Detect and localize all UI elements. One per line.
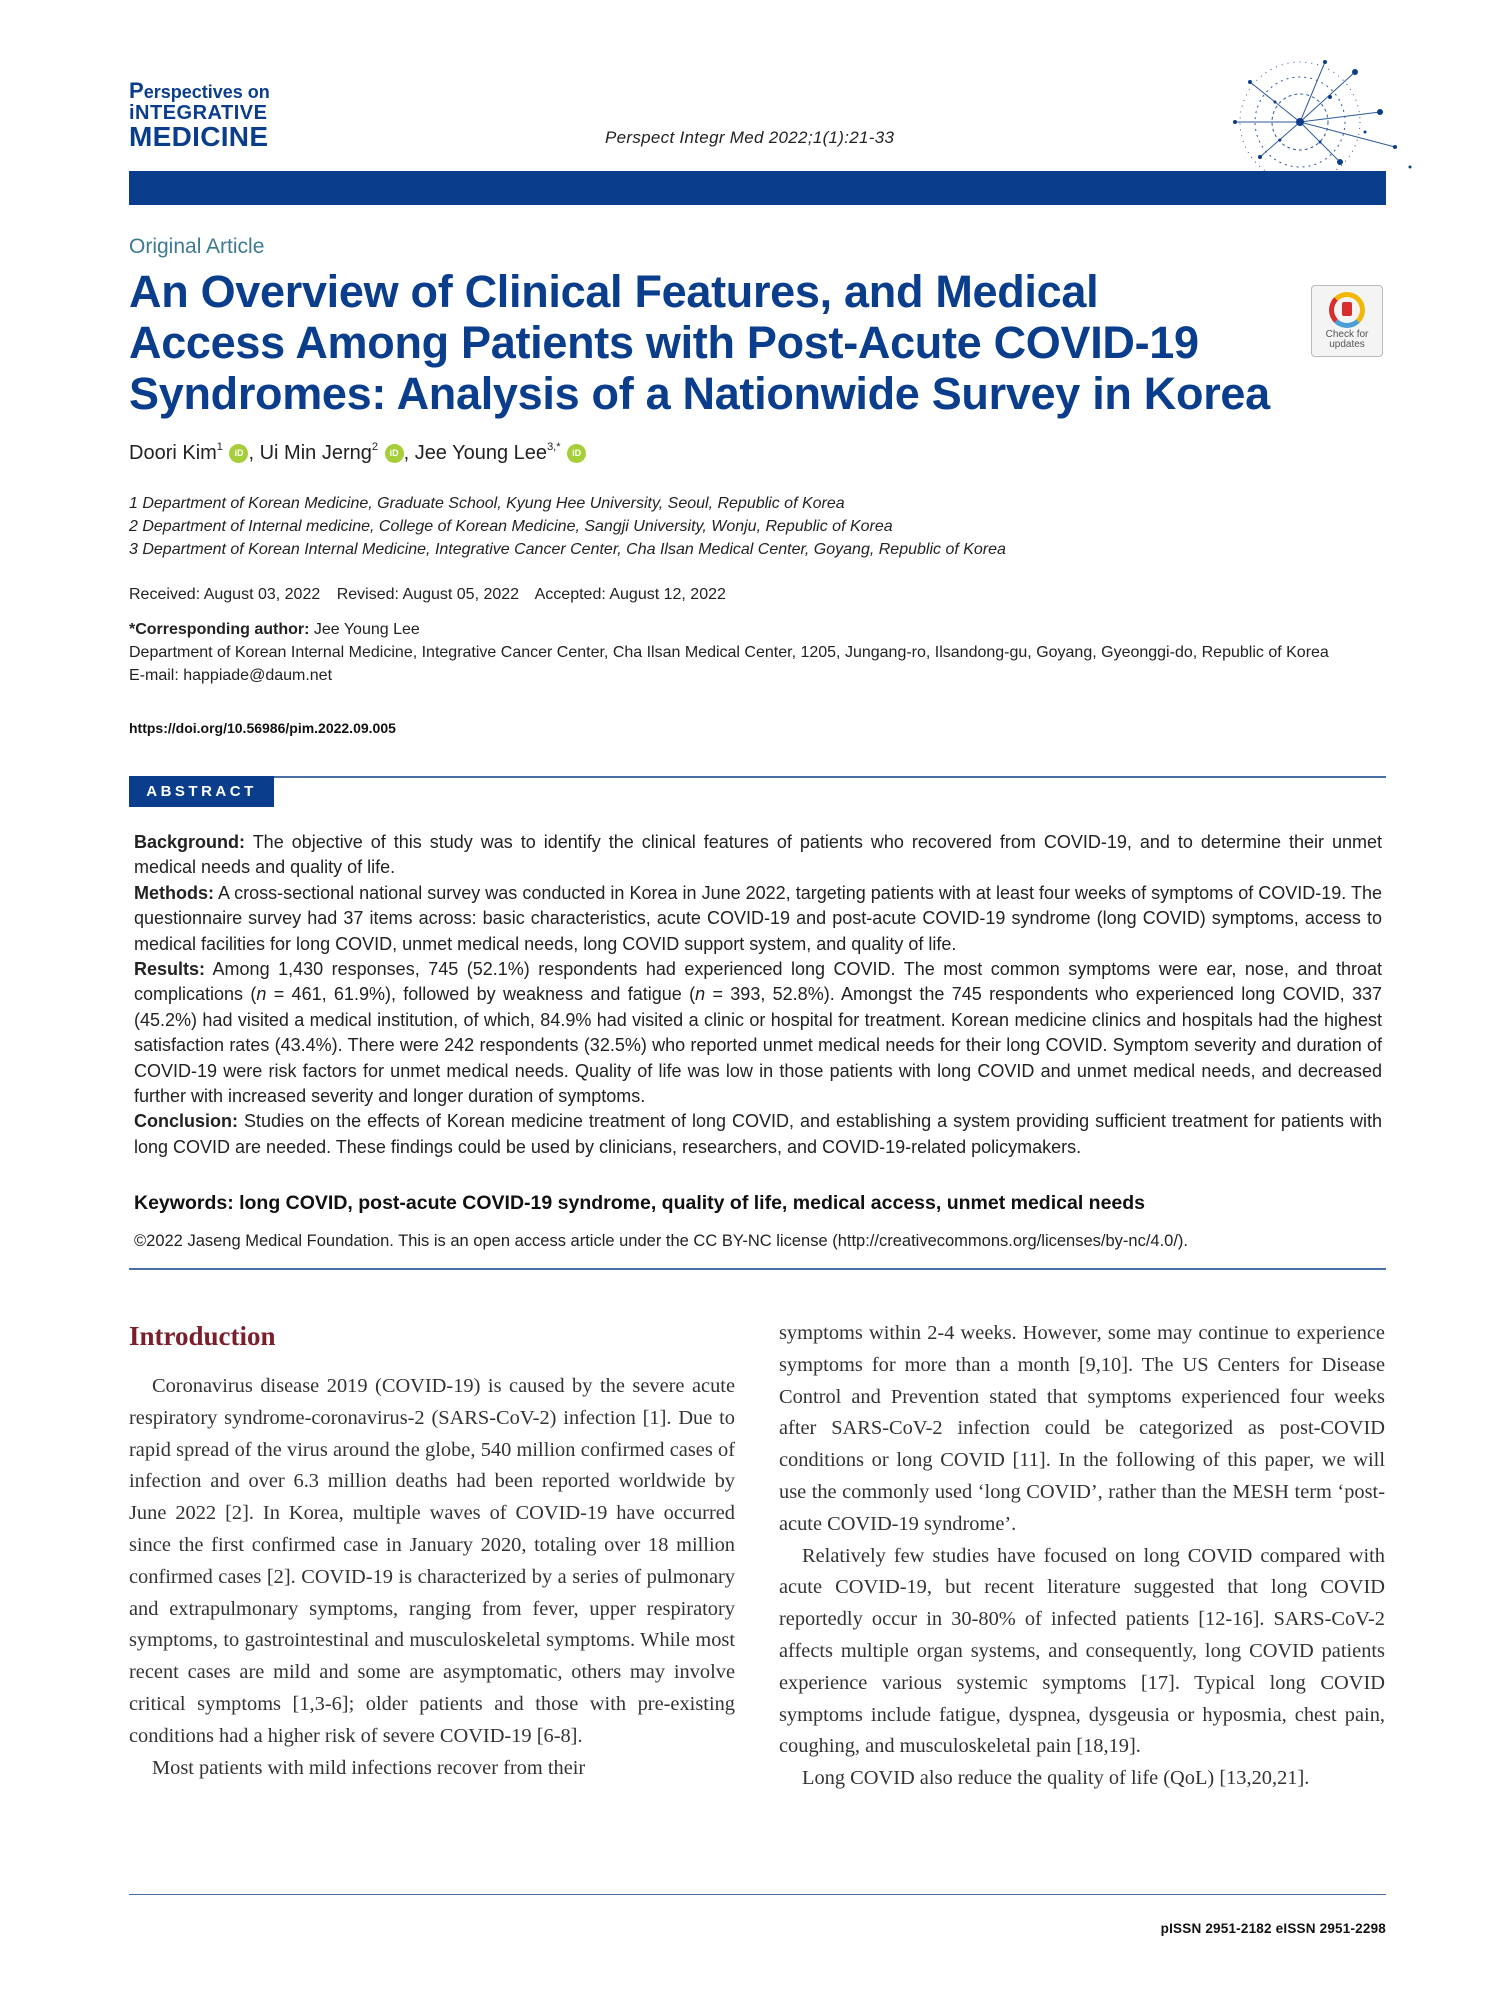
body-paragraph: Coronavirus disease 2019 (COVID-19) is caused by the severe acute respiratory syndrome-coronavirus-2 (SARS-CoV-2) infection [1]. Due to rapid spread of the virus around the globe, 540 million confirmed cases of infection and over 6.3 million deaths had been reported worldwide by June 2022 [2]. In Korea, multiple waves of COVID-19 have occurred since the first confirmed case in January 2020, totaling over 18 million confirmed cases [2]. COVID-19 is characterized by a series of pulmonary and extrapulmonary symptoms, ranging from fever, upper respiratory symptoms, to gastrointestinal and musculoskeletal symptoms. While most recent cases are mild and some are asymptomatic, others may involve critical symptoms [1,3-6]; older patients and those with pre-existing conditions had a higher risk of severe COVID-19 [6-8].: [129, 1375, 735, 1747]
abstract-text: The objective of this study was to identify the clinical features of patients who recovered from COVID-19, and to determine their unmet medical needs and quality of life.: [134, 832, 1382, 878]
abstract-label: Results:: [134, 959, 206, 980]
body-paragraph: Most patients with mild infections recover from their: [152, 1756, 586, 1779]
doi-link[interactable]: https://doi.org/10.56986/pim.2022.09.005: [129, 720, 396, 736]
author-name: Jee Young Lee: [414, 442, 548, 464]
author-name: Ui Min Jerng: [259, 442, 372, 464]
abstract-n: n: [256, 984, 267, 1005]
abstract-conclusion: [134, 1109, 1382, 1160]
section-heading-introduction: Introduction: [129, 1321, 276, 1351]
author-list: Doori Kim$^1$ iD , Ui Min Jerng$^2$ iD , Jee Young Lee$^{3,*}$ iD: [129, 441, 586, 465]
author-sup: 2: [371, 441, 378, 453]
abstract-background: [134, 830, 1382, 881]
abstract-methods: [134, 881, 1382, 957]
network-decoration-icon: [1150, 52, 1420, 172]
corr-email[interactable]: E-mail: happiade@daum.net: [129, 667, 333, 684]
body-column-right: [779, 1318, 1385, 1795]
abstract-text: Studies on the effects of Korean medicine treatment of long COVID, and establishing a system providing sufficient treatment for patients with long COVID are needed. These findings could be used by clinicians, researchers, and COVID-19-related policymakers.: [134, 1111, 1382, 1157]
affiliation: 1 Department of Korean Medicine, Graduate School, Kyung Hee University, Seoul, Republic of Korea: [129, 495, 845, 512]
logo-line-2: iNTEGRATIVE: [129, 102, 268, 124]
title-line: Syndromes: Analysis of a Nationwide Survey in Korea: [129, 368, 1270, 419]
abstract-text: = 461, 61.9%), followed by weakness and fatigue (: [266, 984, 696, 1005]
journal-logo: [129, 80, 329, 151]
abstract-label: Methods:: [134, 882, 214, 903]
abstract-bottom-rule: [129, 1268, 1386, 1270]
orcid-icon[interactable]: iD: [567, 444, 586, 463]
body-paragraph: symptoms within 2-4 weeks. However, some may continue to experience symptoms for more than a month [9,10]. The US Centers for Disease Control and Prevention stated that symptoms experienced four weeks after SARS-CoV-2 infection could be categorized as post-COVID conditions or long COVID [11]. In the following of this paper, we will use the commonly used ‘long COVID’, rather than the MESH term ‘post-acute COVID-19 syndrome’.: [779, 1322, 1385, 1535]
title-line: An Overview of Clinical Features, and Medical: [129, 266, 1099, 317]
abstract-text: = 393, 52.8%). Amongst the 745 respondents who experienced long COVID, 337 (45.2%) had visited a medical institution, of which, 84.9% had visited a clinic or hospital for treatment. Korean medicine clinics and hospitals had the highest satisfaction rates (43.4%). There were 242 respondents (32.5%) who reported unmet medical needs for their long COVID. Symptom severity and duration of COVID-19 were risk factors for unmet medical needs. Quality of life was low in those patients with long COVID and unmet medical needs, and decreased further with increased severity and longer duration of symptoms.: [134, 984, 1382, 1107]
abstract-tag: ABSTRACT: [129, 776, 274, 807]
author-sup: 3,*: [547, 441, 561, 453]
check-for-updates-button[interactable]: [1311, 285, 1383, 357]
journal-citation: Perspect Integr Med 2022;1(1):21-33: [605, 128, 895, 147]
corr-address: Department of Korean Internal Medicine, Integrative Cancer Center, Cha Ilsan Medical Center, 1205, Jungang-ro, Ilsandong-gu, Goyang, Gyeonggi-do, Republic of Korea: [129, 644, 1329, 661]
affiliations: [129, 492, 1006, 561]
header-bar: [129, 171, 1386, 205]
title-line: Access Among Patients with Post-Acute COVID-19: [129, 317, 1199, 368]
body-paragraph: Long COVID also reduce the quality of life (QoL) [13,20,21].: [802, 1767, 1310, 1790]
author-sup: 1: [216, 441, 223, 453]
author-name: Doori Kim: [129, 442, 217, 464]
affiliation: 3 Department of Korean Internal Medicine, Integrative Cancer Center, Cha Ilsan Medical Center, Goyang, Republic of Korea: [129, 541, 1006, 558]
license-note: ©2022 Jaseng Medical Foundation. This is an open access article under the CC BY-NC license (http://creativecommons.org/licenses/by-nc/4.0/).: [134, 1232, 1189, 1250]
article-title: [129, 266, 1269, 419]
corr-label: *Corresponding author:: [129, 621, 310, 638]
abstract-results: [134, 957, 1382, 1109]
orcid-icon[interactable]: iD: [385, 444, 404, 463]
logo-line-1: erspectives on: [143, 82, 270, 102]
orcid-icon[interactable]: iD: [229, 444, 248, 463]
abstract-label: Conclusion:: [134, 1111, 238, 1132]
received-date: Received: August 03, 2022: [129, 586, 321, 603]
check-for-updates-label: Check for updates: [1325, 329, 1369, 350]
abstract-text: A cross-sectional national survey was conducted in Korea in June 2022, targeting patients with at least four weeks of symptoms of COVID-19. The questionnaire survey had 37 items across: basic characteristics, acute COVID-19 and post-acute COVID-19 syndrome (long COVID) symptoms, access to medical facilities for long COVID, unmet medical needs, long COVID support system, and quality of life.: [134, 882, 1382, 954]
affiliation: 2 Department of Internal medicine, College of Korean Medicine, Sangji University, Wonju, Republic of Korea: [129, 518, 893, 535]
accepted-date: Accepted: August 12, 2022: [534, 586, 726, 603]
abstract-text: Among 1,430 responses, 745 (52.1%) respondents had experienced long COVID. The most common symptoms were ear, nose, and throat complications (: [134, 959, 1382, 1005]
abstract-n: n: [695, 984, 706, 1005]
corresponding-author: [129, 618, 1379, 687]
footer-rule: [129, 1894, 1386, 1895]
article-dates: [129, 586, 738, 604]
issn-footer: pISSN 2951-2182 eISSN 2951-2298: [1160, 1921, 1386, 1936]
keywords: Keywords: long COVID, post-acute COVID-19 syndrome, quality of life, medical access, unmet medical needs: [134, 1192, 1146, 1214]
logo-line-3: MEDICINE: [129, 121, 269, 152]
body-paragraph: Relatively few studies have focused on long COVID compared with acute COVID-19, but recent literature suggested that long COVID reportedly occur in 30-80% of infected patients [12-16]. SARS-CoV-2 affects multiple organ systems, and consequently, long COVID patients experience various systemic symptoms [17]. Typical long COVID symptoms include fatigue, dyspnea, dysgeusia or hyposmia, chest pain, coughing, and musculoskeletal pain [18,19].: [779, 1544, 1385, 1758]
abstract-label: Background:: [134, 832, 246, 852]
revised-date: Revised: August 05, 2022: [336, 586, 520, 603]
corr-name: Jee Young Lee: [313, 621, 420, 638]
body-column-left: [129, 1321, 735, 1784]
article-type: Original Article: [129, 235, 265, 258]
check-for-updates-icon: [1329, 292, 1365, 328]
abstract-body: [134, 830, 1382, 1160]
abstract-top-rule: [129, 776, 1386, 778]
logo-p-letter: P: [129, 78, 144, 103]
